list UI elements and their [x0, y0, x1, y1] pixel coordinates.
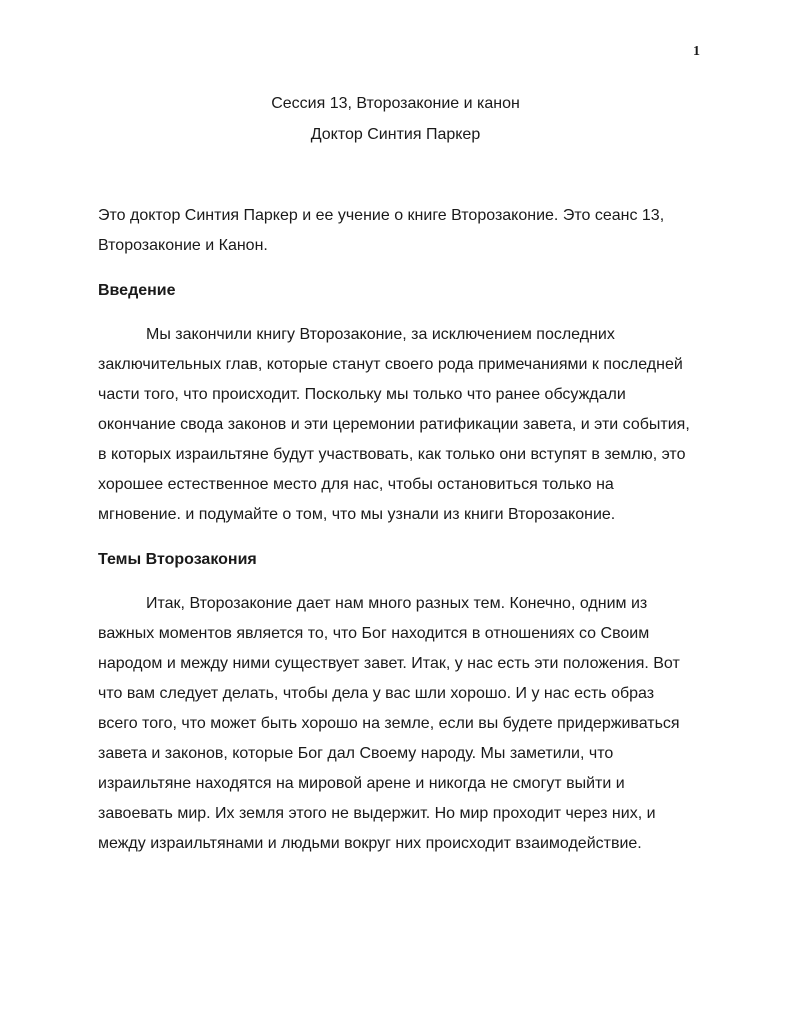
section-paragraph-introduction: Мы закончили книгу Второзаконие, за исключением последних заключительных глав, которые станут своего рода примечаниями к последней части того, что происходит. Поскольку мы только что ранее обсуждали окончание свода законов и эти церемонии ратификации завета, и эти события, в которых израильтяне будут участвовать, как только они вступят в землю, это хорошее естественное место для нас, чтобы остановиться только на мгновение. и подумайте о том, что мы узнали из книги Второзаконие.	[98, 326, 690, 523]
section-heading-introduction: Введение	[98, 282, 176, 299]
section-paragraph-themes: Итак, Второзаконие дает нам много разных тем. Конечно, одним из важных моментов является то, что Бог находится в отношениях со Своим народом и между ними существует завет. Итак, у нас есть эти положения. Вот что вам следует делать, чтобы дела у вас шли хорошо. И у нас есть образ всего того, что может быть хорошо на земле, если вы будете придерживаться завета и законов, которые Бог дал Своему народу. Мы заметили, что израильтяне находятся на мировой арене и никогда не смогут выйти и завоевать мир. Их земля этого не выдержит. Но мир проходит через них, и между израильтянами и людьми вокруг них происходит взаимодействие.	[98, 595, 680, 852]
document-title: Сессия 13, Второзаконие и канон	[271, 95, 520, 112]
document-header	[0, 88, 791, 150]
page-number: 1	[693, 44, 700, 59]
document-author: Доктор Синтия Паркер	[310, 126, 481, 143]
intro-paragraph: Это доктор Синтия Паркер и ее учение о книге Второзаконие. Это сеанс 13, Второзаконие и Канон.	[98, 207, 665, 254]
document-body	[98, 201, 698, 874]
section-heading-themes: Темы Второзакония	[98, 551, 257, 568]
